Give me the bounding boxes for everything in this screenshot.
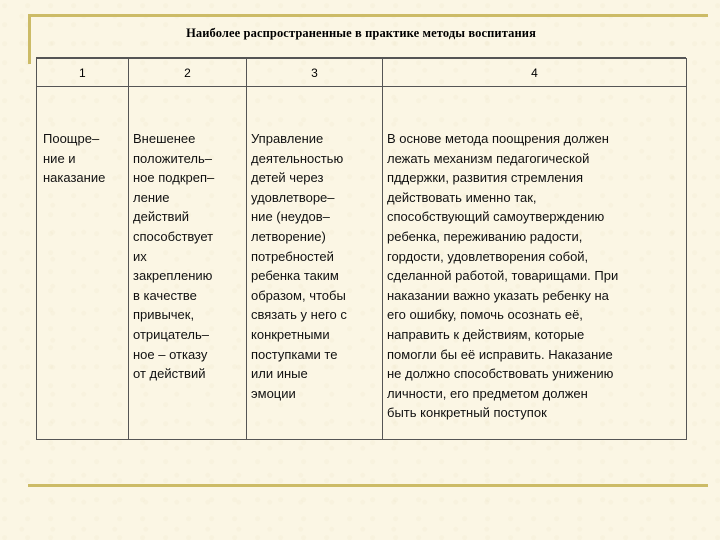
- text-line: ное подкреп–: [133, 170, 215, 186]
- text-line: сделанной работой, товарищами. При: [387, 268, 619, 284]
- text-line: лежать механизм педагогической: [387, 150, 590, 166]
- text-line: их: [133, 248, 147, 264]
- page-title: Наиболее распространенные в практике методы воспитания: [186, 26, 536, 40]
- text-line: быть конкретный поступок: [387, 405, 547, 421]
- decorative-bottom-rule: [28, 484, 708, 487]
- text-line: деятельностью: [251, 150, 344, 166]
- text-line: ребенка таким: [251, 268, 339, 284]
- text-line: Внешенее: [133, 131, 196, 146]
- text-line: личности, его предметом должен: [387, 385, 588, 401]
- column-header-2: 2: [129, 59, 247, 87]
- text-line: эмоции: [251, 385, 296, 401]
- table-row: [37, 87, 687, 440]
- decorative-top-rule: [28, 14, 708, 17]
- text-line: Поощре–: [43, 131, 100, 146]
- text-line: удовлетворе–: [251, 189, 335, 205]
- text-line: его ошибку, помочь осознать её,: [387, 307, 583, 323]
- cell-method-name: [37, 87, 129, 440]
- text-line: привычек,: [133, 307, 195, 323]
- text-line: гордости, удовлетворения собой,: [387, 248, 589, 264]
- text-line: ление: [133, 189, 170, 205]
- text-line: способствующий самоутверждению: [387, 209, 605, 225]
- text-line: образом, чтобы: [251, 287, 346, 303]
- text-line: ное – отказу: [133, 346, 208, 362]
- text-line: не должно способствовать унижению: [387, 366, 614, 382]
- methods-table: [36, 58, 687, 440]
- column-header-4: 4: [383, 59, 687, 87]
- text-line: или иные: [251, 366, 308, 382]
- text-line: ребенка, переживанию радости,: [387, 228, 583, 244]
- text-line: связать у него с: [251, 307, 347, 323]
- text-line: наказании важно указать ребенку на: [387, 287, 609, 303]
- text-line: действовать именно так,: [387, 189, 537, 205]
- text-line: отрицатель–: [133, 326, 209, 342]
- text-line: в качестве: [133, 287, 197, 303]
- text-line: помогли бы её исправить. Наказание: [387, 346, 613, 362]
- cell-description-2: [129, 87, 247, 440]
- text-line: потребностей: [251, 248, 334, 264]
- cell-description-4: [383, 87, 687, 440]
- text-line: поступками те: [251, 346, 338, 362]
- text-line: действий: [133, 209, 189, 225]
- text-line: ние и: [43, 150, 76, 166]
- text-line: Управление: [251, 131, 324, 146]
- text-line: от действий: [133, 366, 206, 382]
- column-header-3: 3: [247, 59, 383, 87]
- text-line: ние (неудов–: [251, 209, 330, 225]
- column-header-1: 1: [37, 59, 129, 87]
- text-line: конкретными: [251, 326, 330, 342]
- text-line: положитель–: [133, 150, 212, 166]
- cell-description-3: [247, 87, 383, 440]
- text-line: пддержки, развития стремления: [387, 170, 583, 186]
- text-line: В основе метода поощрения должен: [387, 131, 609, 146]
- text-line: закреплению: [133, 268, 213, 284]
- table-header-row: [37, 59, 687, 87]
- text-line: летворение): [251, 228, 326, 244]
- text-line: наказание: [43, 170, 106, 186]
- text-line: направить к действиям, которые: [387, 326, 585, 342]
- text-line: детей через: [251, 170, 324, 186]
- text-line: способствует: [133, 228, 214, 244]
- decorative-left-rule: [28, 14, 31, 64]
